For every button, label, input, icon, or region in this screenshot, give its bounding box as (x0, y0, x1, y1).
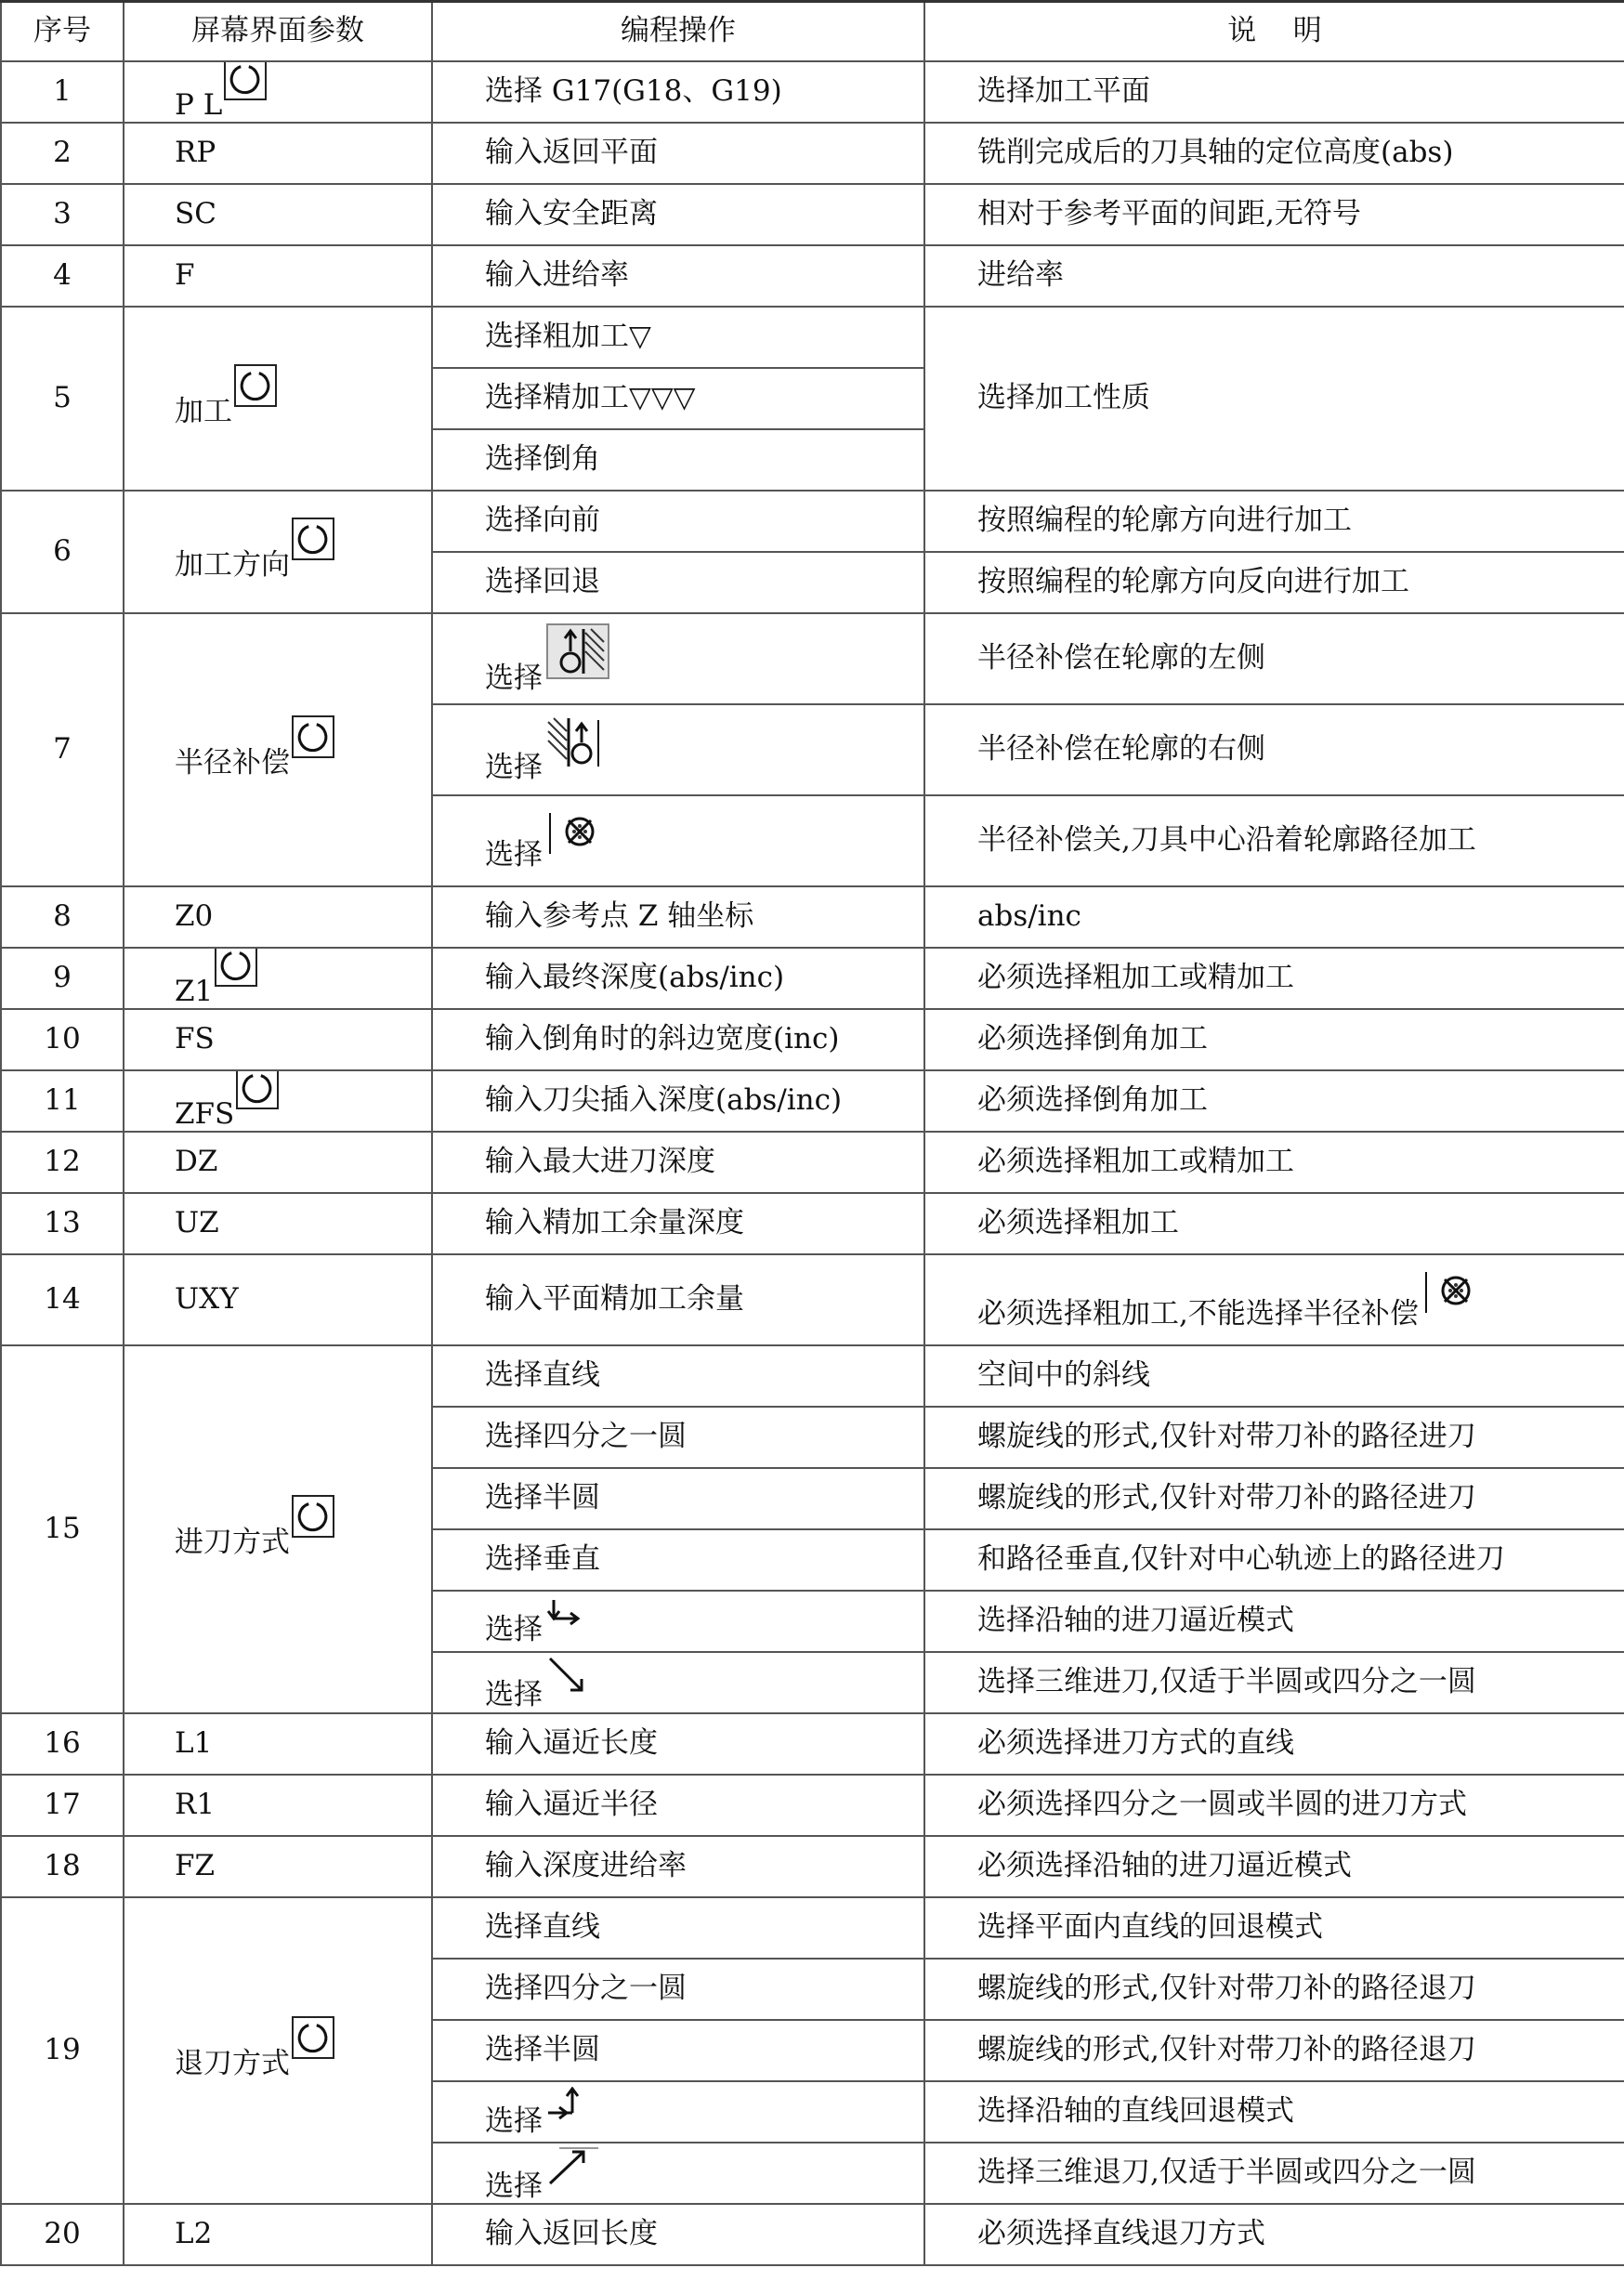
param-cell (124, 61, 432, 123)
op-cell (432, 1652, 924, 1713)
param-label: P L (175, 87, 223, 122)
param-label: FS (124, 1009, 432, 1070)
op-cell (432, 1591, 924, 1652)
row-number: 2 (1, 123, 124, 184)
row-number: 9 (1, 948, 124, 1009)
desc-cell: 选择三维退刀,仅适于半圆或四分之一圆 (924, 2143, 1624, 2204)
table-row (1, 1713, 1624, 1775)
op-label: 选择 (485, 2169, 543, 2203)
param-label: RP (124, 123, 432, 184)
param-cell (124, 948, 432, 1009)
radius-comp-right-icon (546, 716, 602, 768)
desc-cell: 按照编程的轮廓方向进行加工 (924, 491, 1624, 552)
param-label: FZ (124, 1836, 432, 1897)
row-number: 7 (1, 613, 124, 886)
table-row (1, 1897, 1624, 1959)
param-label: 加工 (175, 394, 232, 428)
param-cell (124, 613, 432, 886)
desc-cell: 半径补偿在轮廓的左侧 (924, 613, 1624, 704)
param-label: UZ (124, 1193, 432, 1254)
desc-cell: 铣削完成后的刀具轴的定位高度(abs) (924, 123, 1624, 184)
op-cell: 输入逼近长度 (432, 1713, 924, 1775)
header-no: 序号 (1, 2, 124, 62)
param-label: 加工方向 (175, 547, 290, 582)
row-number: 20 (1, 2204, 124, 2265)
op-cell: 输入安全距离 (432, 184, 924, 245)
table-row (1, 948, 1624, 1009)
table-row (1, 1254, 1624, 1345)
row-number: 5 (1, 307, 124, 491)
param-label: ZFS (175, 1096, 235, 1131)
op-cell: 输入返回平面 (432, 123, 924, 184)
param-label: F (124, 245, 432, 307)
desc-cell: 选择加工平面 (924, 61, 1624, 123)
row-number: 14 (1, 1254, 124, 1345)
op-cell: 输入精加工余量深度 (432, 1193, 924, 1254)
row-number: 8 (1, 886, 124, 948)
row-number: 19 (1, 1897, 124, 2204)
table-row (1, 613, 1624, 704)
op-cell: 输入最大进刀深度 (432, 1132, 924, 1193)
desc-cell: 按照编程的轮廓方向反向进行加工 (924, 552, 1624, 613)
desc-cell: 必须选择倒角加工 (924, 1070, 1624, 1132)
table-row (1, 61, 1624, 123)
op-label: 选择 (485, 837, 543, 872)
op-cell (432, 2081, 924, 2143)
cycle-icon (292, 518, 334, 560)
desc-cell: 进给率 (924, 245, 1624, 307)
radius-comp-off-icon (546, 811, 598, 856)
table-row (1, 1345, 1624, 1407)
axial-approach-icon (546, 1598, 583, 1632)
table-row (1, 1836, 1624, 1897)
op-cell: 选择精加工▽▽▽ (432, 368, 924, 429)
param-label: SC (124, 184, 432, 245)
row-number: 17 (1, 1775, 124, 1836)
op-cell: 选择倒角 (432, 429, 924, 491)
op-cell: 选择四分之一圆 (432, 1407, 924, 1468)
op-cell (432, 613, 924, 704)
param-label: UXY (124, 1254, 432, 1345)
desc-cell: 半径补偿在轮廓的右侧 (924, 704, 1624, 795)
param-cell (124, 1345, 432, 1713)
header-desc: 说 明 (924, 2, 1624, 62)
table-row (1, 1009, 1624, 1070)
table-row (1, 123, 1624, 184)
table-row (1, 184, 1624, 245)
op-cell (432, 704, 924, 795)
axial-retract-icon (546, 2087, 583, 2122)
op-cell: 选择垂直 (432, 1529, 924, 1591)
desc-cell: 相对于参考平面的间距,无符号 (924, 184, 1624, 245)
op-cell: 输入逼近半径 (432, 1775, 924, 1836)
desc-cell: 选择沿轴的直线回退模式 (924, 2081, 1624, 2143)
desc-cell: 半径补偿关,刀具中心沿着轮廓路径加工 (924, 795, 1624, 886)
op-label: 选择 (485, 2104, 543, 2138)
op-cell: 输入最终深度(abs/inc) (432, 948, 924, 1009)
row-number: 18 (1, 1836, 124, 1897)
param-cell (124, 1897, 432, 2204)
cycle-icon (292, 1495, 334, 1538)
op-cell: 选择半圆 (432, 2020, 924, 2081)
op-label: 选择 (485, 661, 543, 695)
row-number: 10 (1, 1009, 124, 1070)
desc-cell: 螺旋线的形式,仅针对带刀补的路径进刀 (924, 1468, 1624, 1529)
row-number: 3 (1, 184, 124, 245)
desc-cell: 必须选择粗加工或精加工 (924, 1132, 1624, 1193)
desc-cell: 和路径垂直,仅针对中心轨迹上的路径进刀 (924, 1529, 1624, 1591)
op-cell: 选择向前 (432, 491, 924, 552)
row-number: 16 (1, 1713, 124, 1775)
op-cell: 选择半圆 (432, 1468, 924, 1529)
desc-cell: 空间中的斜线 (924, 1345, 1624, 1407)
op-cell: 输入参考点 Z 轴坐标 (432, 886, 924, 948)
table-row (1, 1070, 1624, 1132)
desc-cell: 必须选择进刀方式的直线 (924, 1713, 1624, 1775)
3d-retract-icon (546, 2144, 600, 2187)
op-cell: 选择直线 (432, 1897, 924, 1959)
row-number: 11 (1, 1070, 124, 1132)
param-label: DZ (124, 1132, 432, 1193)
table-row (1, 1132, 1624, 1193)
row-number: 12 (1, 1132, 124, 1193)
op-cell: 选择 G17(G18、G19) (432, 61, 924, 123)
param-cell (124, 491, 432, 613)
header-op: 编程操作 (432, 2, 924, 62)
row-number: 6 (1, 491, 124, 613)
header-row (1, 2, 1624, 62)
desc-cell: 必须选择粗加工或精加工 (924, 948, 1624, 1009)
desc-cell: 选择平面内直线的回退模式 (924, 1897, 1624, 1959)
desc-cell (924, 1254, 1624, 1345)
desc-cell: 必须选择四分之一圆或半圆的进刀方式 (924, 1775, 1624, 1836)
desc-cell: abs/inc (924, 886, 1624, 948)
param-label: 半径补偿 (175, 745, 290, 780)
row-number: 1 (1, 61, 124, 123)
desc-label: 必须选择粗加工,不能选择半径补偿 (977, 1296, 1419, 1331)
desc-cell: 选择加工性质 (924, 307, 1624, 491)
header-param: 屏幕界面参数 (124, 2, 432, 62)
table-row (1, 1193, 1624, 1254)
param-label: L2 (124, 2204, 432, 2265)
op-cell: 选择直线 (432, 1345, 924, 1407)
table-row (1, 2204, 1624, 2265)
op-cell: 输入进给率 (432, 245, 924, 307)
desc-cell: 必须选择沿轴的进刀逼近模式 (924, 1836, 1624, 1897)
op-cell (432, 795, 924, 886)
radius-comp-off-icon (1422, 1270, 1474, 1315)
desc-cell: 选择三维进刀,仅适于半圆或四分之一圆 (924, 1652, 1624, 1713)
op-label: 选择 (485, 1613, 543, 1647)
op-cell: 选择四分之一圆 (432, 1959, 924, 2020)
cycle-icon (224, 61, 267, 100)
desc-cell: 必须选择直线退刀方式 (924, 2204, 1624, 2265)
table-row (1, 307, 1624, 368)
op-cell (432, 2143, 924, 2204)
param-label: Z1 (175, 974, 214, 1008)
op-cell: 输入深度进给率 (432, 1836, 924, 1897)
table-row (1, 886, 1624, 948)
desc-cell: 必须选择倒角加工 (924, 1009, 1624, 1070)
op-cell: 输入刀尖插入深度(abs/inc) (432, 1070, 924, 1132)
param-label: L1 (124, 1713, 432, 1775)
op-cell: 输入平面精加工余量 (432, 1254, 924, 1345)
desc-cell: 螺旋线的形式,仅针对带刀补的路径退刀 (924, 2020, 1624, 2081)
radius-comp-left-icon (546, 623, 609, 679)
cycle-icon (292, 715, 334, 758)
desc-cell: 螺旋线的形式,仅针对带刀补的路径进刀 (924, 1407, 1624, 1468)
op-cell: 输入返回长度 (432, 2204, 924, 2265)
op-cell: 选择回退 (432, 552, 924, 613)
param-label: Z0 (124, 886, 432, 948)
param-cell (124, 1070, 432, 1132)
row-number: 15 (1, 1345, 124, 1713)
table-row (1, 1775, 1624, 1836)
3d-approach-icon (546, 1655, 589, 1696)
row-number: 13 (1, 1193, 124, 1254)
cycle-icon (292, 2016, 334, 2059)
table-row (1, 491, 1624, 552)
param-label: R1 (124, 1775, 432, 1836)
param-label: 进刀方式 (175, 1525, 290, 1559)
cycle-icon (215, 948, 257, 987)
desc-cell: 必须选择粗加工 (924, 1193, 1624, 1254)
desc-cell: 螺旋线的形式,仅针对带刀补的路径退刀 (924, 1959, 1624, 2020)
param-cell (124, 307, 432, 491)
op-cell: 选择粗加工▽ (432, 307, 924, 368)
row-number: 4 (1, 245, 124, 307)
cycle-icon (234, 364, 277, 407)
op-cell: 输入倒角时的斜边宽度(inc) (432, 1009, 924, 1070)
op-label: 选择 (485, 1677, 543, 1711)
desc-cell: 选择沿轴的进刀逼近模式 (924, 1591, 1624, 1652)
cycle-icon (236, 1070, 279, 1109)
table-row (1, 245, 1624, 307)
param-label: 退刀方式 (175, 2046, 290, 2080)
op-label: 选择 (485, 750, 543, 784)
